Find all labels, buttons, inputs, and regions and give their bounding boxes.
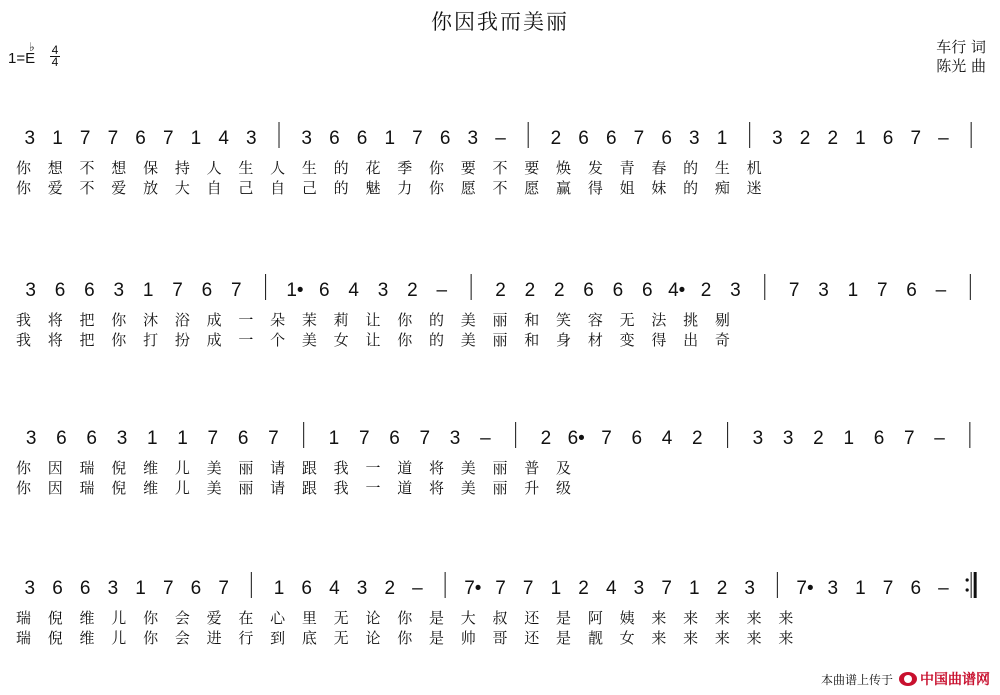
note-dash: –	[938, 128, 949, 149]
time-signature-top: 4	[51, 43, 59, 57]
note: 4	[661, 428, 673, 449]
note: 2	[578, 578, 589, 599]
note: 6	[319, 280, 330, 301]
note: 1	[146, 428, 158, 449]
repeat-dot	[966, 578, 969, 581]
note: 2	[407, 280, 418, 301]
note-dash: –	[412, 578, 423, 599]
note: 6	[906, 280, 917, 301]
note: 2	[540, 428, 552, 449]
score-row	[0, 568, 1000, 668]
repeat-dot	[966, 588, 969, 591]
note: 1	[328, 428, 340, 449]
note: 4•	[668, 280, 686, 301]
note: 3	[689, 128, 700, 149]
note: 7	[633, 128, 645, 149]
time-signature	[49, 45, 61, 68]
note: 1	[142, 280, 154, 301]
note: 6	[52, 578, 63, 599]
note: 7	[218, 578, 229, 599]
note: 2	[495, 280, 506, 301]
note: 2	[692, 428, 703, 449]
site-logo-icon	[899, 672, 917, 686]
note: 3	[752, 428, 764, 449]
note: 7	[107, 128, 119, 149]
note-dash: –	[436, 280, 448, 301]
lyrics-verse-2: 我 将 把 你 打 扮 成 一 个 美 女 让 你 的 美 丽 和 身 材 变 得 出 奇	[16, 331, 736, 349]
note: 7	[162, 128, 174, 149]
note: 1	[855, 128, 866, 149]
note: 7•	[796, 578, 814, 599]
note: 6	[631, 428, 643, 449]
note: 7	[419, 428, 431, 449]
score-row	[0, 418, 1000, 518]
note: 7•	[464, 578, 482, 599]
note: 3	[377, 280, 389, 301]
note: 6	[237, 428, 249, 449]
note: 6	[201, 280, 213, 301]
note: 3	[25, 428, 37, 449]
note: 6	[329, 128, 340, 149]
note: 3	[730, 280, 741, 301]
note: 6	[910, 578, 922, 599]
note: 6	[439, 128, 451, 149]
composer: 陈光 曲	[936, 57, 986, 75]
note: 1	[716, 128, 728, 149]
note: 1	[190, 128, 202, 149]
note: 1	[847, 280, 859, 301]
note: 3	[24, 578, 36, 599]
note: 4	[329, 578, 340, 599]
note: 7	[358, 428, 370, 449]
note: 6	[86, 428, 97, 449]
note: 7	[412, 128, 423, 149]
note: 7	[172, 280, 183, 301]
note: 1	[135, 578, 146, 599]
note: 7	[522, 578, 534, 599]
note: 1	[52, 128, 63, 149]
score-row	[0, 270, 1000, 370]
note: 7	[495, 578, 506, 599]
score-row	[0, 118, 1000, 218]
footer	[821, 669, 990, 689]
note: 3	[818, 280, 829, 301]
lyrics-verse-1: 我 将 把 你 沐 浴 成 一 朵 茉 莉 让 你 的 美 丽 和 笑 容 无 法 挑 剔	[16, 311, 736, 329]
note: 7	[910, 128, 922, 149]
note: 6	[389, 428, 400, 449]
lyrics-verse-1: 瑞 倪 维 儿 你 会 爱 在 心 里 无 论 你 是 大 叔 还 是 阿 姨 来 来 来 来 来	[16, 609, 800, 627]
note: 2	[384, 578, 396, 599]
note: 2	[827, 128, 839, 149]
note: 7	[876, 280, 888, 301]
note: 1	[843, 428, 855, 449]
note: 6	[190, 578, 202, 599]
note: 3	[772, 128, 783, 149]
note: 3	[827, 578, 839, 599]
note: 6	[301, 578, 312, 599]
note: 7	[882, 578, 894, 599]
note: 1	[550, 578, 562, 599]
note: 7	[162, 578, 174, 599]
note: 2	[716, 578, 728, 599]
note: 3	[467, 128, 479, 149]
lyrics-verse-2: 你 因 瑞 倪 维 儿 美 丽 请 跟 我 一 道 将 美 丽 升 级	[16, 479, 578, 497]
note: 4	[605, 578, 617, 599]
lyricist: 车行 词	[936, 38, 986, 56]
note: 7	[904, 428, 915, 449]
note: 2	[524, 280, 536, 301]
note: 2	[700, 280, 712, 301]
note: 7	[268, 428, 279, 449]
note: 6	[882, 128, 894, 149]
note: 6•	[567, 428, 585, 449]
site-logo	[899, 669, 990, 689]
note: 3	[744, 578, 755, 599]
note: 3	[113, 280, 125, 301]
notation-line	[0, 418, 1000, 458]
note-dash: –	[480, 428, 491, 449]
lyrics-verse-2: 你 爱 不 爱 放 大 自 己 自 己 的 魅 力 你 愿 不 愿 赢 得 姐 妹 的 痴 迷	[16, 179, 768, 197]
note: 3	[116, 428, 128, 449]
note: 3	[301, 128, 312, 149]
note: 7	[207, 428, 219, 449]
note: 2	[550, 128, 562, 149]
note: 1	[855, 578, 866, 599]
note: 6	[356, 128, 368, 149]
lyrics-verse-1: 你 想 不 想 保 持 人 生 人 生 的 花 季 你 要 不 要 焕 发 青 春 的 生 机	[16, 159, 768, 177]
note: 3	[356, 578, 368, 599]
note: 3	[246, 128, 257, 149]
song-title: 你因我而美丽	[431, 10, 569, 34]
note: 6	[873, 428, 885, 449]
note: 1	[177, 428, 188, 449]
notation-line	[0, 568, 1000, 608]
key-signature	[8, 40, 36, 67]
note: 7	[661, 578, 672, 599]
note-dash: –	[934, 428, 945, 449]
notation-line	[0, 270, 1000, 310]
note: 2	[799, 128, 811, 149]
note: 1•	[286, 280, 304, 301]
note: 3	[25, 280, 36, 301]
note: 1	[689, 578, 700, 599]
note: 2	[553, 280, 565, 301]
note: 2	[813, 428, 824, 449]
note: 6	[54, 280, 66, 301]
note: 7	[79, 128, 91, 149]
note: 6	[135, 128, 146, 149]
flat-sign-icon: ♭	[29, 40, 35, 54]
note: 7	[601, 428, 612, 449]
note: 7	[788, 280, 800, 301]
note: 6	[612, 280, 624, 301]
note: 6	[79, 578, 91, 599]
note: 6	[578, 128, 589, 149]
note: 6	[56, 428, 67, 449]
note: 3	[633, 578, 645, 599]
note: 6	[661, 128, 672, 149]
footer-text: 本曲谱上传于	[820, 672, 893, 687]
note: 7	[230, 280, 242, 301]
lyrics-verse-1: 你 因 瑞 倪 维 儿 美 丽 请 跟 我 一 道 将 美 丽 普 及	[16, 459, 578, 477]
note: 3	[782, 428, 794, 449]
note-dash: –	[495, 128, 506, 149]
lyrics-verse-2: 瑞 倪 维 儿 你 会 进 行 到 底 无 论 你 是 帅 哥 还 是 靓 女 来 来 来 来 来	[16, 629, 800, 647]
note: 6	[642, 280, 653, 301]
note: 6	[84, 280, 95, 301]
note: 6	[605, 128, 617, 149]
note: 3	[24, 128, 36, 149]
note: 1	[384, 128, 396, 149]
notation-line	[0, 118, 1000, 158]
note-dash: –	[938, 578, 949, 599]
note: 4	[348, 280, 359, 301]
note: 4	[218, 128, 229, 149]
note-dash: –	[935, 280, 947, 301]
site-name: 中国曲谱网	[920, 672, 990, 688]
credits	[936, 38, 986, 76]
note: 3	[107, 578, 119, 599]
note: 6	[583, 280, 594, 301]
note: 3	[449, 428, 461, 449]
key-label: 1=E	[8, 50, 36, 67]
note: 1	[273, 578, 285, 599]
time-signature-bottom: 4	[51, 55, 59, 69]
